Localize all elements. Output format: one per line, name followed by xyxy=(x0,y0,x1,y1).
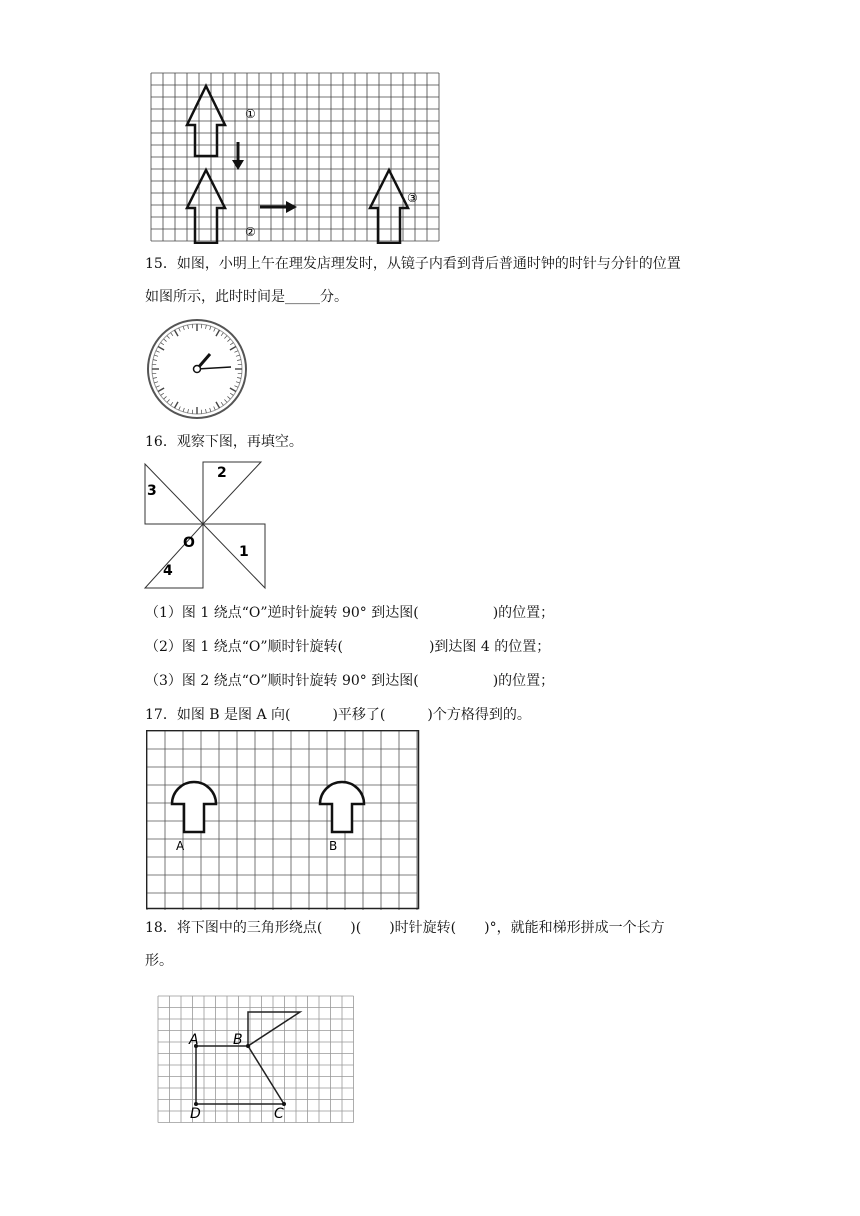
q15-line1: 15．如图，小明上午在理发店理发时，从镜子内看到背后普通时钟的时针与分针的位置 xyxy=(145,256,681,272)
triangle xyxy=(248,1012,300,1046)
pinwheel-triangle-4 xyxy=(145,524,203,588)
q18-line2: 形。 xyxy=(145,953,173,969)
q16-sub1: （1）图 1 绕点“O”逆时针旋转 90° 到达图( )的位置； xyxy=(145,605,555,621)
mushroom-grid-figure xyxy=(146,730,420,910)
point-b: B xyxy=(233,1032,243,1048)
clock-center xyxy=(194,366,201,373)
pinwheel-triangle-1 xyxy=(203,524,265,588)
q15-line2: 如图所示，此时时间是_____分。 xyxy=(145,289,348,305)
q16-sub2: （2）图 1 绕点“O”顺时针旋转( )到达图 4 的位置； xyxy=(145,639,551,655)
pinwheel-label-3: 3 xyxy=(147,483,157,499)
q16-sub3: （3）图 2 绕点“O”顺时针旋转 90° 到达图( )的位置； xyxy=(145,673,555,689)
pinwheel-label-1: 1 xyxy=(239,544,249,560)
mushroom-a xyxy=(172,782,216,832)
label-b: B xyxy=(329,839,338,853)
q18-line1: 18．将下图中的三角形绕点( )( )时针旋转( )°，就能和梯形拼成一个长方 xyxy=(145,920,665,936)
mirror-clock-figure xyxy=(146,318,248,420)
point-a: A xyxy=(189,1032,199,1048)
point-d: D xyxy=(190,1106,201,1122)
q14-label-1: ① xyxy=(245,107,256,121)
pinwheel-label-o: O xyxy=(183,535,195,551)
label-a: A xyxy=(176,839,185,853)
trapezoid xyxy=(196,1046,284,1104)
q16-title: 16．观察下图，再填空。 xyxy=(145,434,303,450)
pinwheel-label-2: 2 xyxy=(217,465,227,481)
pinwheel-label-4: 4 xyxy=(163,563,173,579)
q17-line: 17．如图 B 是图 A 向( )平移了( )个方格得到的。 xyxy=(145,707,531,723)
point-c: C xyxy=(274,1106,284,1122)
q14-label-3: ③ xyxy=(407,191,418,205)
trapezoid-grid-figure xyxy=(156,994,355,1124)
pinwheel-triangle-2 xyxy=(203,462,261,524)
pinwheel-figure xyxy=(143,460,268,592)
q14-label-2: ② xyxy=(245,225,256,239)
q14-grid-figure xyxy=(150,72,440,244)
